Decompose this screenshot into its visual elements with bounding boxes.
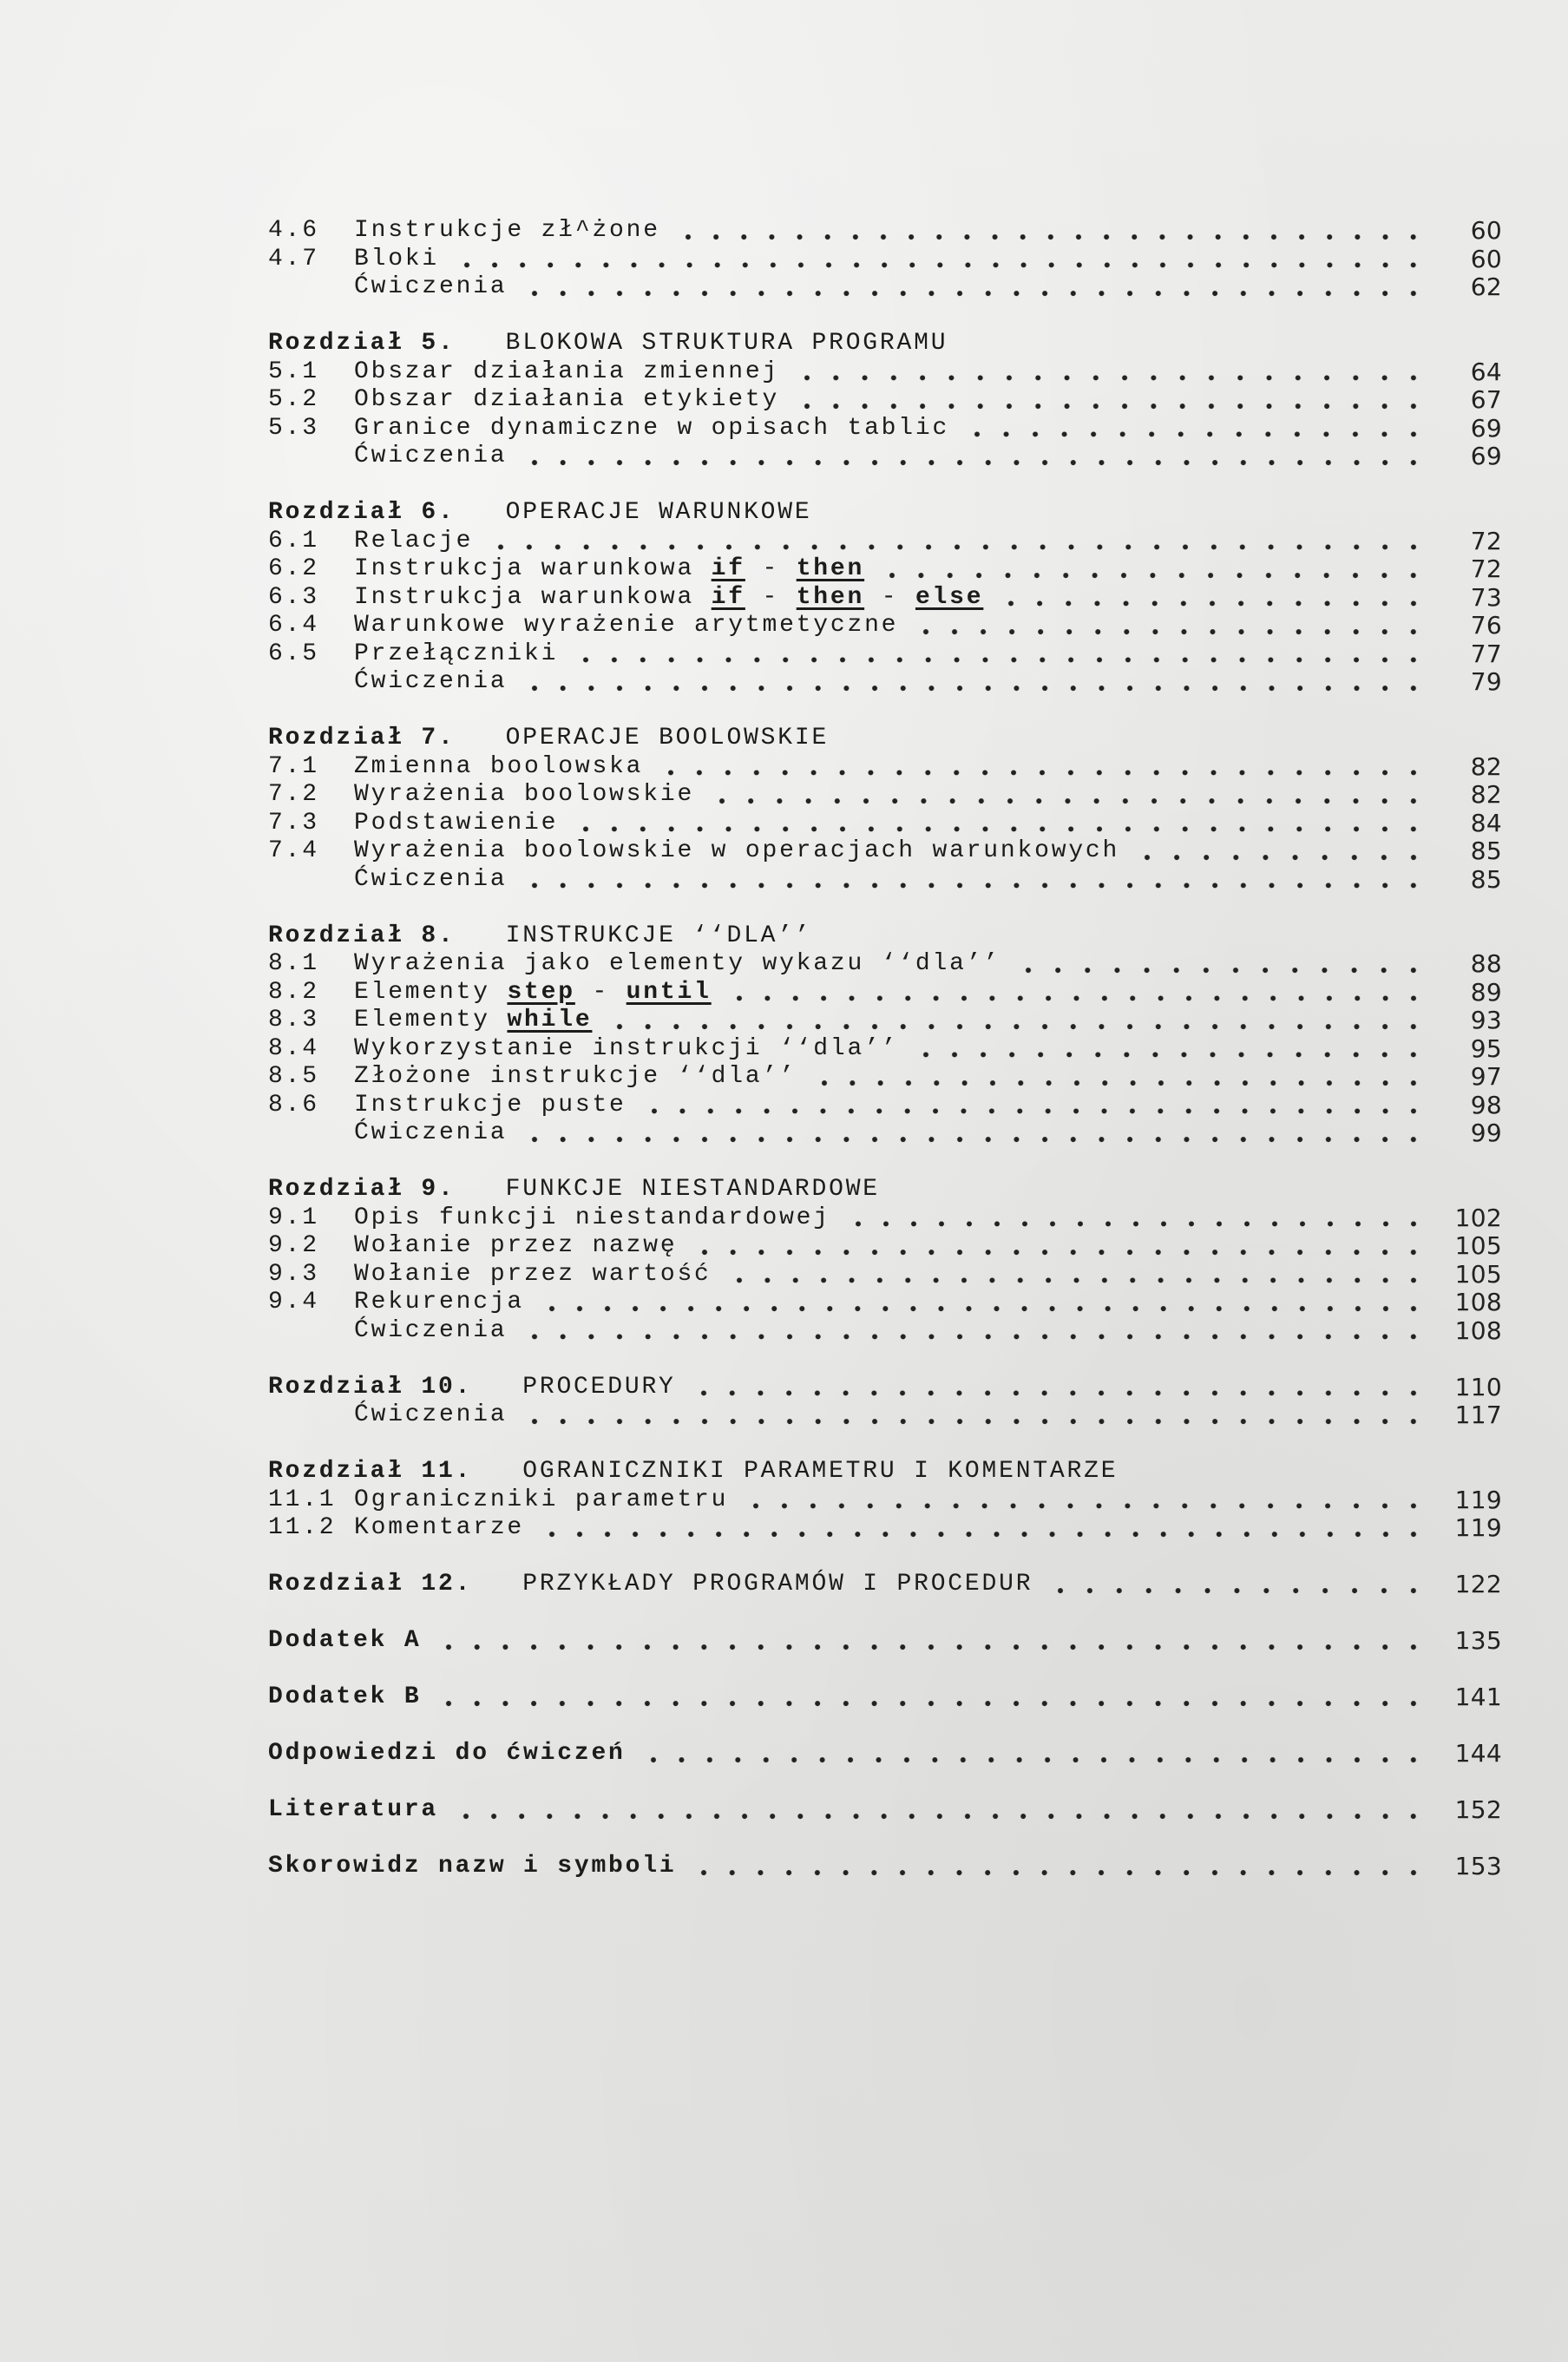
title-text: -: [574, 978, 627, 1006]
page-number: 79: [1470, 667, 1502, 696]
toc-entry: [268, 1232, 1502, 1261]
toc-entry: [268, 1486, 1502, 1515]
keyword-text: while: [507, 1007, 593, 1033]
entry-title: [354, 810, 558, 838]
chapter-heading: [268, 1374, 1502, 1402]
dot-leader: [572, 810, 1427, 838]
toc-entry: [268, 528, 1502, 556]
entry-title: [354, 1232, 677, 1261]
toc-entry: [268, 781, 1502, 810]
title-text: Obszar działania zmiennej: [354, 358, 780, 385]
entry-title: [354, 555, 864, 584]
toc-section: [268, 1627, 1502, 1656]
chapter-label: Rozdział 11.: [268, 1458, 473, 1485]
toc-entry: [268, 1289, 1502, 1317]
title-text: Złożone instrukcje ‘‘dla’’: [354, 1063, 797, 1090]
entry-title: [354, 217, 660, 246]
page-number: 105: [1454, 1259, 1502, 1289]
entry-title: [354, 1401, 507, 1430]
page-number: 72: [1470, 554, 1502, 583]
entry-title: [354, 528, 473, 556]
page-number: 82: [1470, 751, 1502, 781]
entry-title: [354, 1035, 898, 1064]
dot-leader: [742, 1486, 1427, 1515]
chapter-heading: [268, 499, 1502, 528]
chapter-label: Rozdział 12.: [268, 1571, 473, 1598]
toc-entry: [268, 1317, 1502, 1346]
toc-entry: [268, 246, 1502, 274]
toc-section: [268, 1176, 1502, 1345]
dot-leader: [640, 1740, 1427, 1768]
toc-entry: [268, 753, 1502, 782]
entry-title: [354, 273, 507, 302]
page-number: 99: [1470, 1119, 1502, 1147]
toc-section: [268, 1683, 1502, 1712]
dot-leader: [810, 1063, 1427, 1092]
toc-entry: [268, 810, 1502, 838]
dot-leader: [912, 612, 1427, 640]
keyword-text: then: [796, 555, 865, 582]
title-text: Przełączniki: [354, 640, 559, 667]
entry-number: 8.3: [268, 1007, 319, 1033]
title-text: -: [864, 583, 915, 611]
entry-number: 6.1: [268, 527, 319, 554]
page-number: 60: [1470, 244, 1502, 273]
entry-number: 11.2: [268, 1514, 337, 1541]
page-number: 77: [1470, 639, 1502, 668]
entry-title: [354, 246, 439, 274]
entry-number: 6.3: [268, 583, 319, 611]
entry-number: 8.4: [268, 1034, 319, 1062]
page-number: 85: [1470, 837, 1502, 865]
toc-entry: [268, 950, 1502, 979]
chapter-heading: [268, 1176, 1502, 1204]
toc-section: [268, 922, 1502, 1148]
page-number: 135: [1454, 1626, 1502, 1655]
page-number: 153: [1454, 1852, 1502, 1880]
page-number: 97: [1470, 1062, 1502, 1091]
dot-leader: [487, 528, 1427, 556]
dot-leader: [1014, 950, 1427, 979]
title-text: Ćwiczenia: [354, 443, 508, 469]
entry-title: [354, 415, 949, 443]
chapter-title: OGRANICZNIKI PARAMETRU I KOMENTARZE: [522, 1458, 1119, 1485]
page-number: 85: [1470, 864, 1502, 894]
toc-entry: [268, 1401, 1502, 1430]
entry-title: [354, 1092, 627, 1120]
entry-title: [354, 837, 1119, 866]
entry-title: Odpowiedzi do ćwiczeń: [268, 1740, 626, 1767]
entry-number: 4.6: [268, 217, 319, 244]
entry-title: Skorowidz nazw i symboli: [268, 1853, 677, 1880]
entry-title: [354, 979, 712, 1007]
title-text: Bloki: [354, 245, 440, 272]
title-text: Obszar działania etykiety: [354, 386, 780, 413]
chapter-title: OPERACJE WARUNKOWE: [505, 499, 812, 526]
page-number: 76: [1470, 611, 1502, 640]
title-text: Instrukcja warunkowa: [354, 583, 712, 611]
entry-number: 6.2: [268, 555, 319, 582]
toc-section: [268, 1374, 1502, 1430]
dot-leader: [538, 1514, 1427, 1543]
title-text: Ograniczniki parametru: [354, 1486, 729, 1513]
title-text: Ćwiczenia: [354, 273, 508, 300]
title-text: Wyrażenia jako elementy wykazu ‘‘dla’’: [354, 950, 1001, 977]
title-text: Ćwiczenia: [354, 1401, 508, 1428]
page-number: 141: [1454, 1683, 1502, 1711]
toc-entry: [268, 866, 1502, 895]
toc-entry: [268, 386, 1502, 415]
page-number: 64: [1470, 357, 1502, 386]
entry-title: [354, 668, 507, 697]
entry-number: 8.5: [268, 1063, 319, 1090]
entry-number: 9.2: [268, 1232, 319, 1259]
chapter-title: OPERACJE BOOLOWSKIE: [505, 725, 830, 751]
title-text: Ćwiczenia: [354, 1316, 508, 1344]
title-text: Wyrażenia boolowskie: [354, 781, 695, 808]
dot-leader: [674, 217, 1427, 246]
entry-title: [354, 1063, 797, 1092]
toc-entry: [268, 1119, 1502, 1148]
dot-leader: [453, 246, 1427, 274]
entry-number: 6.4: [268, 612, 319, 639]
title-text: Podstawienie: [354, 809, 559, 837]
entry-title: [354, 1486, 728, 1515]
page-number: 119: [1454, 1513, 1502, 1542]
chapter-heading: [268, 1458, 1502, 1486]
toc-section: [268, 1740, 1502, 1768]
entry-number: 9.4: [268, 1289, 319, 1316]
dot-leader: [640, 1092, 1427, 1120]
toc-entry: [268, 979, 1502, 1007]
entry-number: 4.7: [268, 245, 319, 272]
page-number: 82: [1470, 780, 1502, 809]
entry-number: 7.4: [268, 837, 319, 864]
chapter-heading: [268, 330, 1502, 358]
entry-title: [354, 866, 507, 895]
page-number: 84: [1470, 808, 1502, 837]
entry-title: Dodatek A: [268, 1627, 422, 1654]
entry-number: 7.2: [268, 781, 319, 808]
entry-title: [354, 753, 643, 782]
chapter-label: Rozdział 7.: [268, 725, 456, 751]
title-text: Instrukcja warunkowa: [354, 555, 712, 582]
entry-title: [354, 358, 779, 387]
title-text: Wołanie przez nazwę: [354, 1232, 678, 1259]
page-number: 95: [1470, 1033, 1502, 1063]
entry-number: 8.2: [268, 978, 319, 1006]
dot-leader: [844, 1204, 1427, 1233]
back-matter-entry: [268, 1627, 1502, 1656]
dot-leader: [878, 555, 1427, 584]
entry-title: [354, 1514, 524, 1543]
chapter-label: Rozdział 6.: [268, 499, 456, 526]
title-text: -: [745, 555, 797, 582]
toc-entry: [268, 1035, 1502, 1064]
dot-leader: [997, 584, 1427, 613]
page-number: 152: [1454, 1795, 1502, 1824]
dot-leader: [521, 273, 1427, 302]
page-number: 88: [1470, 949, 1502, 978]
toc-entry: [268, 1204, 1502, 1233]
dot-leader: [521, 1119, 1427, 1148]
entry-number: 5.3: [268, 414, 319, 442]
dot-leader: [521, 866, 1427, 895]
page-number: 62: [1470, 272, 1502, 301]
title-text: Ćwiczenia: [354, 1119, 508, 1146]
toc-entry: [268, 612, 1502, 640]
chapter-label: Rozdział 8.: [268, 922, 456, 949]
entry-title: [354, 443, 507, 471]
keyword-text: if: [711, 555, 745, 582]
page-number: 60: [1470, 216, 1502, 245]
page-number: 67: [1470, 385, 1502, 414]
dot-leader: [912, 1035, 1427, 1064]
keyword-text: if: [711, 583, 745, 611]
toc-entry: [268, 1063, 1502, 1092]
dot-leader: [725, 1261, 1427, 1289]
dot-leader: [793, 386, 1427, 415]
toc-section: [268, 1853, 1502, 1881]
page-number: 144: [1454, 1739, 1502, 1768]
table-of-contents: [268, 217, 1502, 1881]
chapter-title: PRZYKŁADY PROGRAMÓW I PROCEDUR: [522, 1571, 1033, 1598]
toc-entry: [268, 358, 1502, 387]
chapter-title: INSTRUKCJE ‘‘DLA’’: [505, 922, 812, 949]
dot-leader: [521, 1317, 1427, 1346]
entry-number: 7.3: [268, 809, 319, 837]
page-number: 89: [1470, 977, 1502, 1007]
toc-entry: [268, 584, 1502, 613]
entry-number: 5.1: [268, 358, 319, 385]
entry-number: 8.6: [268, 1091, 319, 1119]
page-number: 105: [1454, 1231, 1502, 1260]
toc-entry: [268, 1007, 1502, 1035]
title-text: Wołanie przez wartość: [354, 1260, 712, 1288]
title-text: Elementy: [354, 978, 508, 1006]
chapter-heading: [268, 725, 1502, 753]
entry-title: [354, 1007, 592, 1035]
page-number: 108: [1454, 1316, 1502, 1345]
entry-title: Literatura: [268, 1796, 439, 1823]
toc-section: [268, 1458, 1502, 1543]
dot-leader: [1046, 1571, 1427, 1599]
entry-number: 9.3: [268, 1260, 319, 1288]
chapter-heading: [268, 1571, 1502, 1599]
toc-section: [268, 217, 1502, 302]
dot-leader: [725, 979, 1427, 1007]
entry-number: 9.1: [268, 1204, 319, 1231]
dot-leader: [690, 1853, 1427, 1881]
keyword-text: until: [626, 978, 712, 1006]
page-number: 69: [1470, 442, 1502, 470]
dot-leader: [521, 668, 1427, 697]
back-matter-entry: [268, 1683, 1502, 1712]
toc-entry: [268, 668, 1502, 697]
title-text: Wykorzystanie instrukcji ‘‘dla’’: [354, 1034, 899, 1062]
title-text: Wyrażenia boolowskie w operacjach warunkowych: [354, 837, 1120, 864]
toc-entry: [268, 273, 1502, 302]
chapter-title: FUNKCJE NIESTANDARDOWE: [505, 1176, 880, 1203]
page-number: 119: [1454, 1485, 1502, 1514]
page-number: 93: [1470, 1006, 1502, 1034]
dot-leader: [435, 1627, 1427, 1656]
title-text: Rekurencja: [354, 1289, 525, 1316]
page-number: 108: [1454, 1288, 1502, 1316]
keyword-text: else: [915, 583, 984, 611]
toc-section: [268, 1571, 1502, 1599]
back-matter-entry: [268, 1796, 1502, 1825]
dot-leader: [793, 358, 1427, 387]
toc-entry: [268, 217, 1502, 246]
toc-entry: [268, 415, 1502, 443]
dot-leader: [435, 1683, 1427, 1712]
page-number: 117: [1454, 1401, 1502, 1429]
chapter-label: Rozdział 5.: [268, 330, 456, 357]
entry-number: 11.1: [268, 1486, 337, 1513]
dot-leader: [572, 640, 1427, 669]
toc-section: [268, 725, 1502, 894]
dot-leader: [690, 1374, 1427, 1402]
title-text: Relacje: [354, 527, 474, 554]
toc-entry: [268, 443, 1502, 471]
page-number: 69: [1470, 413, 1502, 443]
entry-title: [354, 950, 1001, 979]
title-text: Opis funkcji niestandardowej: [354, 1204, 830, 1231]
toc-entry: [268, 1514, 1502, 1543]
keyword-text: step: [507, 978, 575, 1006]
dot-leader: [538, 1289, 1427, 1317]
page-number: 122: [1454, 1570, 1502, 1598]
title-text: Instrukcje puste: [354, 1091, 627, 1119]
toc-section: [268, 1796, 1502, 1825]
title-text: Granice dynamiczne w opisach tablic: [354, 414, 950, 442]
entry-title: [354, 386, 779, 415]
dot-leader: [708, 781, 1427, 810]
entry-title: [354, 1204, 830, 1233]
title-text: Ćwiczenia: [354, 865, 508, 893]
entry-number: 8.1: [268, 950, 319, 977]
toc-section: [268, 499, 1502, 697]
entry-title: [354, 1317, 507, 1346]
entry-number: 7.1: [268, 752, 319, 780]
entry-title: [354, 1289, 524, 1317]
chapter-title: BLOKOWA STRUKTURA PROGRAMU: [505, 330, 948, 357]
dot-leader: [1133, 837, 1427, 866]
chapter-title: PROCEDURY: [522, 1373, 676, 1401]
dot-leader: [521, 1401, 1427, 1430]
page-number: 73: [1470, 582, 1502, 612]
title-text: Elementy: [354, 1007, 508, 1033]
toc-entry: [268, 1092, 1502, 1120]
title-text: -: [745, 583, 797, 611]
dot-leader: [691, 1232, 1427, 1261]
title-text: Instrukcje zł^żone: [354, 217, 660, 244]
page-number: 102: [1454, 1203, 1502, 1232]
entry-number: 6.5: [268, 640, 319, 667]
entry-title: [354, 1261, 712, 1289]
title-text: Ćwiczenia: [354, 668, 508, 695]
entry-title: [354, 781, 694, 810]
dot-leader: [521, 443, 1427, 471]
entry-title: Dodatek B: [268, 1683, 422, 1710]
dot-leader: [657, 753, 1427, 782]
page-number: 98: [1470, 1090, 1502, 1119]
entry-title: [354, 584, 983, 613]
dot-leader: [963, 415, 1427, 443]
toc-section: [268, 330, 1502, 471]
chapter-heading: [268, 922, 1502, 951]
dot-leader: [452, 1796, 1427, 1825]
back-matter-entry: [268, 1853, 1502, 1881]
toc-entry: [268, 640, 1502, 669]
toc-entry: [268, 837, 1502, 866]
page-number: 72: [1470, 526, 1502, 555]
title-text: Zmienna boolowska: [354, 752, 644, 780]
back-matter-entry: [268, 1740, 1502, 1768]
entry-title: [354, 612, 898, 640]
entry-number: 5.2: [268, 386, 319, 413]
page-number: 110: [1454, 1372, 1502, 1401]
dot-leader: [606, 1007, 1427, 1035]
keyword-text: then: [796, 583, 865, 611]
chapter-label: Rozdział 10.: [268, 1373, 473, 1401]
title-text: Warunkowe wyrażenie arytmetyczne: [354, 612, 899, 639]
title-text: Komentarze: [354, 1514, 525, 1541]
toc-entry: [268, 1261, 1502, 1289]
toc-entry: [268, 555, 1502, 584]
entry-title: [354, 640, 558, 669]
chapter-label: Rozdział 9.: [268, 1176, 456, 1203]
entry-title: [354, 1119, 507, 1148]
